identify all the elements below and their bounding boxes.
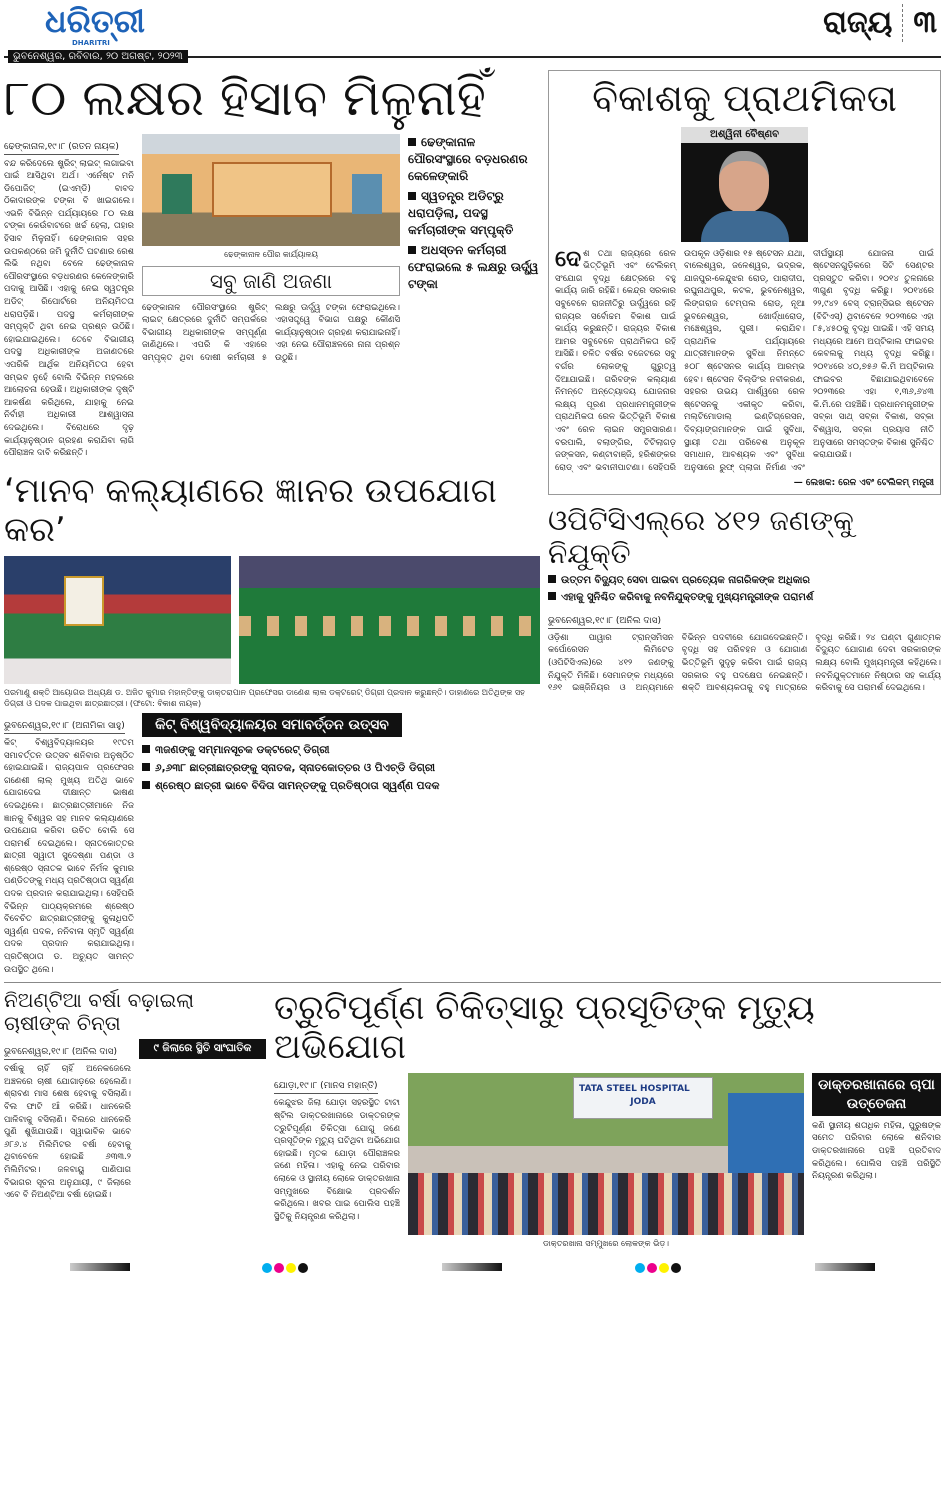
author-photo [681,127,808,242]
bullet: ଉତ୍ତମ ବିଦ୍ୟୁତ୍ ସେବା ପାଇବା ପ୍ରତ୍ୟେକ ନାଗରିକଙ୍କ ଅଧିକାର [548,574,941,588]
convocation-photo-1 [4,556,231,684]
byline: ଯୋଡ଼ା,୧୯।୮ (ମାନସ ମହାନ୍ତି) [274,1080,378,1094]
author-name: ଅଶ୍ୱିନୀ ବୈଷ୍ଣବ [681,127,808,143]
story5-body [274,1073,941,1252]
photo-caption: ଡାକ୍ତରଖାନା ସମ୍ମୁଖରେ ଲୋକଙ୍କ ଭିଡ଼। [543,1239,669,1249]
story2-col1 [4,713,134,976]
opinion-box [548,70,941,495]
story5-photo-col [408,1073,804,1252]
story-kicker-box: ଡାକ୍ତରଖାନାରେ ଚାପା ଉତ୍ତେଜନା [812,1073,941,1115]
headline-manaba-kalyana: ‘ମାନବ କଲ୍ୟାଣରେ ଜ୍ଞାନର ଉପଯୋଗ କର’ [4,470,497,550]
headline-rain-deficit: ନିଅଣ୍ଟିଆ ବର୍ଷା ବଢ଼ାଇଲା ଚାଷୀଙ୍କ ଚିନ୍ତା [4,988,195,1036]
story4-col1 [4,1039,131,1202]
bullet: ସ୍ୱତନ୍ତ୍ର ଅଡିଟ୍‌ରୁ ଧରାପଡ଼ିଲା, ପଦସ୍ଥ କର୍ମଚାରୀଙ୍କ ସମ୍ପୃକ୍ତି [408,188,514,237]
hospital-sign: TATA STEEL HOSPITAL JODA [573,1077,713,1119]
upper-section [4,70,941,976]
bullet: ୬,୬୩୮ ଛାତ୍ରୀଛାତ୍ରଙ୍କୁ ସ୍ନାତକ, ସ୍ନାତକୋତ୍ତର ଓ ପିଏଚ୍‌ଡି ଡିଗ୍ରୀ [142,761,540,776]
story-kicker-box: ୯ ଜିଲାରେ ସ୍ଥିତି ସାଂଘାତିକ [139,1039,266,1059]
right-column [548,70,941,976]
story1-bullets [408,134,540,460]
headline-optcl: ଓପିଟିସିଏଲ୍‌ରେ ୪୧୨ ଜଣଙ୍କୁ ନିଯୁକ୍ତି [548,504,854,570]
article-body: କଣି ସ୍ଥାନୀୟ ଶତାଧିକ ମହିଳା, ପୁରୁଷଙ୍କ ସମେତ ପରିବାର ଲୋକେ ଶନିବାର ଡାକ୍ତରଖାନାରେ ପହଞ୍ଚି ପ୍ରତିବାଦ କରିଥିଲେ। ପୋଲିସ ପହଞ୍ଚି ପରିସ୍ଥିତି ନିୟନ୍ତ୍ରଣ କରିଥିଲା। [812,1120,941,1182]
bullet: ଏହାକୁ ସୁନିଶ୍ଚିତ କରିବାକୁ ନବନିଯୁକ୍ତଙ୍କୁ ମୁଖ୍ୟମନ୍ତ୍ରୀଙ୍କ ପରାମର୍ଶ [548,591,941,605]
drop-cap: ଦେ [555,246,582,272]
bullet: ଢେଙ୍କାନାଳ ପୌରସଂସ୍ଥାରେ ବଡ଼ଧରଣର କେଳେଙ୍କାରି [408,134,528,183]
photo-caption: ପରମାଣୁ ଶକ୍ତି ଆୟୋଗର ଅଧ୍ୟକ୍ଷ ଡ. ଅଜିତ କୁମାର ମହାନ୍ତିଙ୍କୁ ଡାକ୍ତରାପାନ ପ୍ରଫେସର ଡାଣେଶ ଲାଲ ଡକ୍ଟରେଟ୍ ଡିଗ୍ରୀ ପ୍ରଦାନ କରୁଛନ୍ତି। ଡାହାଣରେ ଅତିଥିଙ୍କ ସହ ଡିଗ୍ରୀ ଓ ପଦକ ପାଇଥିବା ଛାତ୍ରଛାତ୍ରୀ। (ଫଟୋ: ବିକାଶ ନାୟକ) [4,687,525,708]
lower-section [4,989,941,1252]
divider [4,982,941,983]
dateline: ଭୁବନେଶ୍ୱର, ରବିବାର, ୨୦ ଅଗଷ୍ଟ, ୨୦୨୩ [8,50,188,63]
story5-col1 [274,1073,400,1252]
byline: ଭୁବନେଶ୍ୱର,୧୯।୮ (ଅନାମିକା ସାହୁ) [4,720,125,734]
masthead [4,0,941,64]
byline: ଭୁବନେଶ୍ୱର,୧୯।୮ (ଅନିଲ ଦାସ) [4,1046,117,1060]
story-kicker-box: କିଟ୍ ବିଶ୍ୱବିଦ୍ୟାଳୟର ସମାବର୍ତ୍ତନ ଉତ୍ସବ [142,713,402,737]
left-column [4,70,540,976]
story1-col1 [4,134,134,460]
newspaper-logo: ଧରିତ୍ରୀ [45,2,145,40]
section-title: ରାଜ୍ୟ [823,5,893,40]
story1-top [4,134,540,460]
hospital-protest-photo [408,1073,804,1235]
bullet: ଶ୍ରେଷ୍ଠ ଛାତ୍ରୀ ଭାବେ ବିଦିତା ସାମନ୍ତଙ୍କୁ ପ୍ରତିଷ୍ଠାତା ସ୍ୱର୍ଣ୍ଣ ପଦକ [142,779,540,794]
article-body: କେନ୍ଦୁଝର ଜିଲା ଯୋଡ଼ା ସହରସ୍ଥିତ ଟାଟା ଷ୍ଟିଲ ଡାକ୍ତରଖାନାରେ ଡାକ୍ତରଙ୍କ ତ୍ରୁଟିପୂର୍ଣ୍ଣ ଚିକିତ୍ସା ଯୋଗୁ ଜଣେ ପ୍ରସୂତିଙ୍କ ମୃତ୍ୟୁ ଘଟିଥିବା ଅଭିଯୋଗ ହୋଇଛି। ମୃତକ ଯୋଡ଼ା ପୌରାଞ୍ଚଳର ଜଣେ ମହିଳା। ଏହାକୁ ନେଇ ପରିବାର ଲୋକେ ଓ ସ୍ଥାନୀୟ ଲୋକେ ଡାକ୍ତରଖାନା ସମ୍ମୁଖରେ ବିକ୍ଷୋଭ ପ୍ରଦର୍ଶନ କରିଥିଲେ। ଖବର ପାଇ ପୋଲିସ ପହଞ୍ଚି ସ୍ଥିତିକୁ ନିୟନ୍ତ୍ରଣ କରିଥିଲା। [274,1098,400,1222]
story1-middle [142,134,400,460]
sidebar-box-title: ସବୁ ଜାଣି ଅଜଣା [142,266,400,296]
article-body: ଓଡ଼ିଶା ପାୱାର ଟ୍ରାନ୍ସମିସନ କର୍ପୋରେସନ ଲିମିଟେଡ (ଓପିଟିସିଏଲ)ରେ ୪୧୨ ଜଣଙ୍କୁ ନିଯୁକ୍ତି ମିଳିଛି। ସେମାନଙ୍କ ମଧ୍ୟରେ ୧୬୧ ଇଞ୍ଜିନିୟର ଓ ଅନ୍ୟମାନେ ବିଭିନ୍ନ ପଦବୀରେ ଯୋଗଦେଇଛନ୍ତି। ବୃଦ୍ଧି ସହ ପରିବହନ ଓ ଯୋଗାଣ ଭିତ୍ତିଭୂମି ସୁଦୃଢ଼ କରିବା ପାଇଁ ରାଜ୍ୟ ସରକାର ବହୁ ପଦକ୍ଷେପ ନେଇଛନ୍ତି। ଶକ୍ତି ଆବଶ୍ୟକତାକୁ ବହୁ ମାତ୍ରାରେ ବୃଦ୍ଧି କରିଛି। ୨୪ ଘଣ୍ଟା ଗୁଣାତ୍ମକ ବିଦ୍ୟୁତ ଯୋଗାଣ ଦେବା ସରକାରଙ୍କ ଲକ୍ଷ୍ୟ ବୋଲି ମୁଖ୍ୟମନ୍ତ୍ରୀ କହିଥିଲେ। ନବନିଯୁକ୍ତମାନେ ନିଷ୍ଠାର ସହ କାର୍ଯ୍ୟ କରିବାକୁ ସେ ପରାମର୍ଶ ଦେଇଥିଲେ। [548,632,941,694]
headline-80-lakh: ୮୦ ଲକ୍ଷର ହିସାବ ମିଳୁନାହିଁ [4,69,486,127]
story5 [274,989,941,1252]
story2-right [142,713,540,976]
sidebar-box-body: ଢେଙ୍କାନାଳ ପୌରସଂସ୍ଥାରେ ଷ୍ଟ୍ରିଟ୍ ଲାଇଟ୍ କ୍ଷେତ୍ରରେ ଦୁର୍ନୀତି ସମ୍ପର୍କରେ ବିଭାଗୀୟ ଅଧିକାରୀଙ୍କ ସମ୍ପୂର୍ଣ୍ଣ ଜାଣିଥିଲେ। ଏପରି କି ଏହାରେ ସମ୍ପୃକ୍ତ ଥିବା ଦୋଷୀ କର୍ମଚାରୀ ୫ ଲକ୍ଷରୁ ଊର୍ଦ୍ଧ୍ୱ ଟଙ୍କା ଫେରାଇଥିଲେ। ଏହାସତ୍ତ୍ୱେ ବିଭାଗ ପକ୍ଷରୁ କୌଣସି କାର୍ଯ୍ୟାନୁଷ୍ଠାନ ଗ୍ରହଣ କରାଯାଇନାହିଁ। ଏହା ନେଇ ପୌରାଞ୍ଚଳରେ ନାନା ପ୍ରଶ୍ନ ଉଠୁଛି। [142,302,400,363]
convocation-photos [4,556,540,684]
byline: ଢେଙ୍କାନାଳ,୧୯।୮ (ରତନ ନାୟକ) [4,141,119,155]
byline: ଭୁବନେଶ୍ୱର,୧୯।୮ (ଅନିଲ ଦାସ) [548,615,661,629]
article-body: ବର୍ଷାକୁ ଚାହିଁ ଚାହିଁ ଅନେକଜେଲେ ଅଞ୍ଚଳରେ ଚାଷୀ ଯୋଗାଡ଼ରେ ହେଲେଣି। ଶ୍ରାବଣ ମାସ ଶେଷ ହେବାକୁ ବସିଲାଣି। ବିଲ ଫାଟି ଆଁ କରିଛି। ଧାନକେରି ପାଳିବାକୁ ବସିଲାଣି। ବିଲରେ ଧାନକେରି ପୁଣି ଶୁଖିଯାଉଛି। ସ୍ୱାଭାବିକ ଭାବେ ୬୮୬.୪ ମିଲିମିଟର ବର୍ଷା ହେବାକୁ ଥିବାବେଳେ ହୋଇଛି ୬୩୩.୨ ମିଲିମିଟର। ଜଳବାୟୁ ପାଣିପାଗ ବିଭାଗର ସୂଚନା ଅନୁଯାୟୀ, ୯ ଜିଲାରେ ଏବେ ବି ନିଅଣ୍ଟିଆ ବର୍ଷା ହୋଇଛି। [4,1064,131,1201]
story5-sidebar [812,1073,941,1252]
bullet: ଅଧସ୍ତନ କର୍ମଚାରୀ ଫେରାଇଲେ ୫ ଲକ୍ଷରୁ ଊର୍ଦ୍ଧ୍ୱ ଟଙ୍କା [408,242,539,291]
opinion-headline: ବିକାଶକୁ ପ୍ରାଥମିକତା [592,76,897,120]
divider [902,4,903,42]
article-body: ବନ୍ଦ କରିଦେଲେ ଷ୍ଟ୍ରିଟ୍ ଲାଇଟ୍ ଲଗାଇବା ପାଇଁ ଆସିଥିବା ଅର୍ଥ। ଏର୍ନେଷ୍ଟ ମନି ଡିପୋଜିଟ୍ (ଇଏମ୍‌ଡି) ବାବଦ ଠିକାଦାରଙ୍କ ଟଙ୍କା ବି ଖାଇଗଲେ। ଏଭଳି ବିଭିନ୍ନ ପର୍ଯ୍ୟାୟରେ ୮୦ ଲକ୍ଷ ଟଙ୍କା କେଉଁବାଟରେ ଖର୍ଚ୍ଚ ହେଲା, ତାହାର ହିସାବ ମିଳୁନାହିଁ। ଢେଙ୍କାନାଳ ସହର ଉପକଣ୍ଠରେ ଜମି ଦୁର୍ନୀତି ଘଟଣାର ରେଶ ଲିଭି ନଥିବା ବେଳେ ଢେଙ୍କାନାଳ ପୌରସଂସ୍ଥାରେ ବଡ଼ଧରଣର କେଳେଙ୍କାରି ପଦାକୁ ଆସିଛି। ଏହାକୁ ନେଇ ସ୍ୱତନ୍ତ୍ର ଅଡିଟ୍ ରିପୋର୍ଟରେ ଅନିୟମିତତା ଧରାପଡ଼ିଛି। ପଦସ୍ଥ କର୍ମଚାରୀଙ୍କ ସମ୍ପୃକ୍ତି ଥିବା ନେଇ ପ୍ରଶ୍ନ ଉଠିଛି। ହୋଇଯାଇଥିଲେ। ତେବେ ବିଭାଗୀୟ ପଦସ୍ଥ ଅଧିକାରୀଙ୍କ ଅଜାଣତରେ ଏପରିକି ଆର୍ଥିକ ଅନିୟମିତତା ହେବା ସମ୍ଭବ ନୁହେଁ ବୋଲି ବିଭିନ୍ନ ମହଲରେ ଆଲୋଚନା ହେଉଛି। ଅଧିକାରୀଙ୍କ ଦୃଷ୍ଟି ଆକର୍ଷଣ କରିଥିଲେ, ଯାହାକୁ ନେଇ ନିର୍ବାହୀ ଅଧିକାରୀ ଆଶ୍ୱାସନା ଦେଇଥିଲେ। ବିରୋଧରେ ଦୃଢ଼ କାର୍ଯ୍ୟାନୁଷ୍ଠାନ ଗ୍ରହଣ କରାଯିବା ଲାଗି ପୌରାଞ୍ଚଳ ଦାବି କରିଛନ୍ତି। [4,158,134,459]
story4 [4,989,266,1252]
municipality-office-photo [142,134,400,246]
headline-maternal-death: ତ୍ରୁଟିପୂର୍ଣ୍ଣ ଚିକିତ୍ସାରୁ ପ୍ରସୂତିଙ୍କ ମୃତ୍ୟୁ ଅଭିଯୋଗ [274,988,815,1068]
convocation-photo-2 [239,556,540,684]
story4-body [4,1039,266,1202]
story2-bullets [142,743,540,794]
logo-subtitle: DHARITRI [72,39,110,47]
author-credit: — ଲେଖକ: ରେଳ ଏବଂ ଟେଲିକମ୍ ମନ୍ତ୍ରୀ [793,478,934,489]
photo-caption: ଢେଙ୍କାନାଳ ପୌର କାର୍ଯ୍ୟାଳୟ [224,249,318,259]
print-registration-marks [4,1260,941,1274]
page-number: ୩ [913,5,937,40]
article-body: ଦେଶ ତଥା ରାଜ୍ୟରେ ରେଳ ଭିତ୍ତିଭୂମି ଏବଂ ଟେଲିକମ୍ ସଂଯୋଗ ବୃଦ୍ଧି କ୍ଷେତ୍ରରେ ବହୁ କାର୍ଯ୍ୟ ଜାରି ରହିଛି। କେନ୍ଦ୍ର ସରକାର ସବୁବେଳେ ରାଜନୀତିରୁ ଊର୍ଦ୍ଧ୍ୱରେ ରହି ରାଜ୍ୟର ସର୍ବୋଚ୍ଚମ ବିକାଶ ପାଇଁ କାର୍ଯ୍ୟ କରୁଛନ୍ତି। ରାଜ୍ୟର ବିକାଶ ଆମର ସବୁବେଳେ ପ୍ରାଥମିକତା ରହି ଆସିଛି। ଚଳିତ ବର୍ଷର ବଜେଟରେ ସବୁ ବର୍ଗର ଲୋକଙ୍କୁ ଗୁରୁତ୍ୱ ଦିଆଯାଇଛି। ଗରିବଙ୍କ କଲ୍ୟାଣ ନିମନ୍ତେ ଅନ୍ତ୍ୟୋଦୟ ଯୋଜନାର ଲକ୍ଷ୍ୟ ପୂରଣ ପ୍ରଧାନମନ୍ତ୍ରୀଙ୍କ ପ୍ରାଥମିକତା ରେଳ ଭିତ୍ତିଭୂମି ବିକାଶ ଏବଂ ରେଳ ଲାଇନ ସମ୍ପ୍ରସାରଣ। ବରପାଲି, ବଲାଙ୍ଗିର, ଟିଟିଲାଗଡ଼ ଜଙ୍କସନ, କଣ୍ଟାବାଞ୍ଜି, ହରିଶଙ୍କର ରୋଡ୍ ଏବଂ ଭବାନୀପାଟଣା। ସେହିପରି ଉପକୂଳ ଓଡ଼ିଶାର ୧୫ ଷ୍ଟେସନ ଯଥା, ବାଲେଶ୍ୱର, ଜଳେଶ୍ୱର, ଭଦ୍ରକ, ଯାଜପୁର-କେନ୍ଦୁଝର ରୋଡ୍, ପାରାଦୀପ, ରଘୁନାଥପୁର, କଟକ, ଭୁବନେଶ୍ୱର, ଲିଙ୍ଗରାଜ ଟେମ୍ପଲ ରୋଡ୍, ନୂଆ ଭୁବନେଶ୍ୱର, ଖୋର୍ଦ୍ଧାରୋଡ୍, ମଞ୍ଚେଶ୍ୱର, ପୁରୀ। କରାଯିବ। ପ୍ରାଥମିକ ପର୍ଯ୍ୟାୟରେ ଯାତ୍ରୀମାନଙ୍କ ସୁବିଧା ନିମନ୍ତେ ୫୦୮ ଷ୍ଟେସନର କାର୍ଯ୍ୟ ଆରମ୍ଭ ହେବ। ଷ୍ଟେସନ ବିଲ୍ଡିଂର ନବୀକରଣ, ସହରର ଉଭୟ ପାର୍ଶ୍ୱରେ ରେଳ ଷ୍ଟେସନକୁ ଏକୀକୃତ କରିବା, ମଲ୍ଟିମୋଡାଲ୍ ଇଣ୍ଟିଗ୍ରେସନ, ଦିବ୍ୟାଙ୍ଗମାନଙ୍କ ପାଇଁ ସୁବିଧା, ସ୍ଥାୟୀ ତଥା ପରିବେଶ ଅନୁକୂଳ ସମାଧାନ, ଆବଶ୍ୟକ ଏବଂ ସୁବିଧା ଅନୁସାରେ ରୁଫ୍ ପ୍ଲାଜା ନିର୍ମାଣ ଏବଂ ଦୀର୍ଘସ୍ଥାୟୀ ଯୋଜନା ପାଇଁ ଷ୍ଟେସନଗୁଡ଼ିକରେ ସିଟି ସେଣ୍ଟର ପ୍ରସ୍ତୁତ କରିବା। ୨୦୧୪ ତୁଳନାରେ ୩ଗୁଣ ବୃଦ୍ଧି କରିଛୁ। ୨୦୧୪ରେ ୨୨,୯୪୨ ବେସ୍ ଟ୍ରାନ୍ସିଭର ଷ୍ଟେସନ (ବିଟିଏସ୍) ଥିବାବେଳେ ୨୦୨୩ରେ ଏହା ୮୫,୪୫୦କୁ ବୃଦ୍ଧି ପାଇଛି। ଏହି ସମୟ ମଧ୍ୟରେ ଆମେ ଅପ୍ଟିକାଲ ଫାଇବର କେବଲକୁ ମଧ୍ୟ ବୃଦ୍ଧି କରିଛୁ। ୨୦୧୪ରେ ୪୦,୭୫୬ କି.ମି ଅପ୍ଟିକାଲ ଫାଇବର ବିଛାଯାଇଥିବାବେଳେ ୨୦୨୩ରେ ଏହା ୧,୩୬,୬୪୩ କି.ମି.ରେ ପହଞ୍ଚିଛି। ପ୍ରଧାନମନ୍ତ୍ରୀଙ୍କ ସବ୍‌କା ସାଥ୍ ସବ୍‌କା ବିକାଶ, ସବ୍‌କା ବିଶ୍ୱାସ, ସବ୍‌କା ପ୍ରୟାସ ନୀତି ଅନୁସାରେ ସମସ୍ତଙ୍କ ବିକାଶ ସୁନିଶ୍ଚିତ କରାଯାଉଛି। [555,246,934,473]
story4-col2 [139,1039,266,1202]
story3-bullets [548,574,941,605]
article-body: କିଟ୍ ବିଶ୍ୱବିଦ୍ୟାଳୟର ୧୯ତମ ସମାବର୍ତ୍ତନ ଉତ୍ସବ ଶନିବାର ଅନୁଷ୍ଠିତ ହୋଇଯାଇଛି। ରାଜ୍ୟପାଳ ପ୍ରଫେସର ଗଣେଶୀ ଲାଲ୍ ମୁଖ୍ୟ ଅତିଥି ଭାବେ ଯୋଗଦେଇ ଦୀକ୍ଷାନ୍ତ ଭାଷଣ ଦେଇଥିଲେ। ଛାତ୍ରଛାତ୍ରୀମାନେ ନିଜ ଜ୍ଞାନକୁ ବିଶ୍ୱର ସହ ମାନବ କଲ୍ୟାଣରେ ଉପଯୋଗ କରିବା ଉଚିତ ବୋଲି ସେ ପରାମର୍ଶ ଦେଇଥିଲେ। ସ୍ନାତକୋତ୍ତର ଛାତ୍ରୀ ସ୍ୱାତୀ ସୁଦେଷ୍ଣା ପଣ୍ଡା ଓ ଶ୍ରେଷ୍ଠ ସ୍ନାତକ ଭାବେ ନିର୍ମଳ କୁମାର ପଣ୍ଡିତଙ୍କୁ ମଧ୍ୟ ପ୍ରତିଷ୍ଠାତା ସ୍ୱର୍ଣ୍ଣ ପଦକ ପ୍ରଦାନ କରାଯାଇଥିଲା। ସେହିପରି ବିଭିନ୍ନ ପାଠ୍ୟକ୍ରମରେ ଶ୍ରେଷ୍ଠ ବିବେଚିତ ଛାତ୍ରଛାତ୍ରୀଙ୍କୁ କୁଳାଧିପତି ସ୍ୱର୍ଣ୍ଣ ପଦକ, ନନିବାଳା ସ୍ମୃତି ସ୍ୱର୍ଣ୍ଣ ପଦକ ପ୍ରଦାନ କରାଯାଇଥିଲା। ପ୍ରତିଷ୍ଠାତା ଡ. ଅଚ୍ୟୁତ ସାମନ୍ତ ଉପସ୍ଥିତ ଥିଲେ। [4,737,135,975]
section-header [823,4,937,42]
bullet: ୩ଜଣଙ୍କୁ ସମ୍ମାନସୂଚକ ଡକ୍ଟରେଟ୍ ଡିଗ୍ରୀ [142,743,540,758]
story2-body [4,713,540,976]
